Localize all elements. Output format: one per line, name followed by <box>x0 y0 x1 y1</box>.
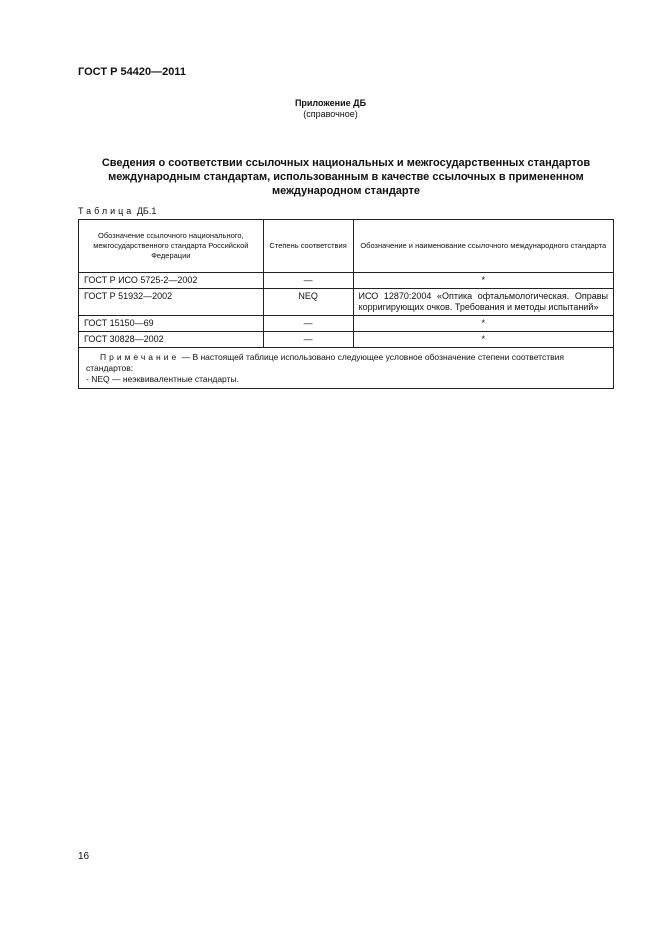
degree-cell: — <box>263 332 353 348</box>
annex-heading <box>0 98 661 120</box>
note-body: — В настоящей таблице использовано следующее условное обозначение степени соответствия стандартов: <box>86 352 564 373</box>
note-item: - NEQ — неэквивалентные стандарты. <box>86 374 239 384</box>
table-row <box>79 289 614 316</box>
note-label: Примечание <box>100 352 180 362</box>
page-number: 16 <box>78 851 90 862</box>
table-label-number: ДБ.1 <box>136 206 157 216</box>
section-heading: Сведения о соответствии ссылочных национальных и межгосударственных стандартов международным стандартам, использованным в качестве ссылочных в примененном международном стандарте <box>101 157 591 197</box>
national-standard-cell: ГОСТ Р 51932—2002 <box>79 289 264 316</box>
column-header-international: Обозначение и наименование ссылочного международного стандарта <box>353 220 613 273</box>
note-text <box>86 352 606 374</box>
national-standard-cell: ГОСТ Р ИСО 5725-2—2002 <box>79 273 264 289</box>
degree-cell: NEQ <box>263 289 353 316</box>
table-row <box>79 332 614 348</box>
table-header-row <box>79 220 614 273</box>
correspondence-table <box>78 219 614 389</box>
annex-type: (справочное) <box>303 109 358 119</box>
international-standard-cell: * <box>353 273 613 289</box>
national-standard-cell: ГОСТ 15150—69 <box>79 316 264 332</box>
column-header-degree: Степень соответствия <box>263 220 353 273</box>
international-standard-cell: ИСО 12870:2004 «Оптика офтальмологическая. Оправы корригирующих очков. Требования и методы испытаний» <box>353 289 613 316</box>
table-note-row <box>79 348 614 389</box>
national-standard-cell: ГОСТ 30828—2002 <box>79 332 264 348</box>
table-row <box>79 316 614 332</box>
annex-title: Приложение ДБ <box>294 98 367 108</box>
international-standard-cell: * <box>353 332 613 348</box>
table-label-word: Таблица <box>78 206 135 216</box>
table-note <box>79 348 614 389</box>
column-header-national: Обозначение ссылочного национального, межгосударственного стандарта Российской Федерации <box>79 220 264 273</box>
table-label <box>78 206 156 216</box>
document-code: ГОСТ Р 54420—2011 <box>78 66 186 78</box>
degree-cell: — <box>263 316 353 332</box>
degree-cell: — <box>263 273 353 289</box>
table-row <box>79 273 614 289</box>
international-standard-cell: * <box>353 316 613 332</box>
